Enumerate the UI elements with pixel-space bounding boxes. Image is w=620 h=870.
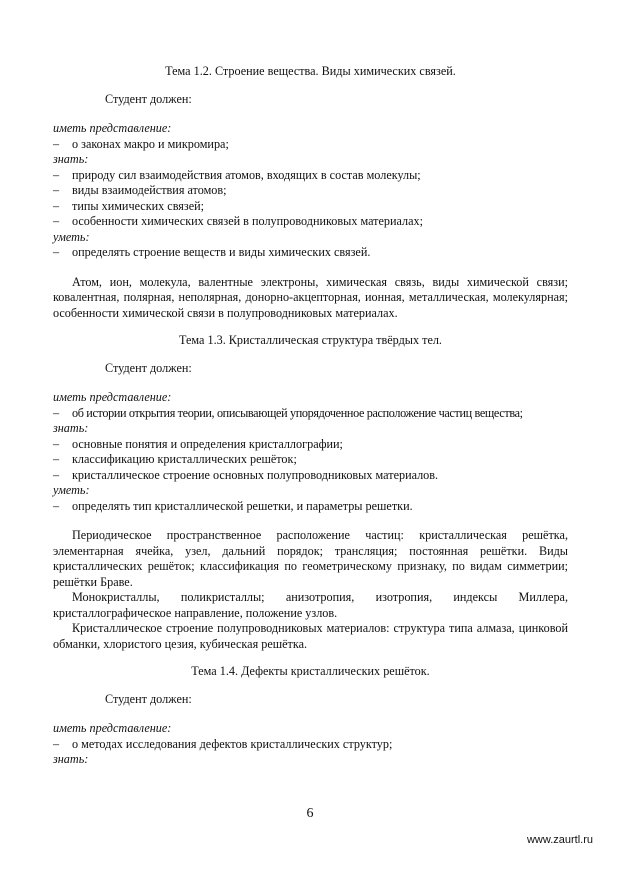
document-page (53, 64, 568, 768)
list-item: – определять тип кристаллической решетки, и параметры решетки. (53, 498, 413, 513)
list-item: – особенности химических связей в полупроводниковых материалах; (53, 214, 424, 228)
know-heading: знать: (53, 152, 89, 166)
student-heading: Студент должен: (105, 91, 192, 106)
list-item: – об истории открытия теории, описывающей упорядоченное расположение частиц вещества; (53, 405, 523, 420)
represent-heading: иметь представление: (53, 390, 172, 404)
know-heading: знать: (53, 752, 89, 766)
body-paragraph: Периодическое пространственное расположение частиц: кристаллическая решётка, элементарная ячейка, узел, дальний порядок; трансляция; постоянная решётки. Виды кристаллических решёток; классификация по геометрическому признаку, по видам симметрии; решётки Браве. (53, 528, 568, 589)
body-paragraph: Атом, ион, молекула, валентные электроны, химическая связь, виды химической связи; ковалентная, полярная, неполярная, донорно-акцепторная, ионная, металлическая, молекулярная; особенности химической связи в полупроводниковых материалах. (53, 274, 568, 320)
list-item: – типы химических связей; (53, 198, 205, 213)
list-item: – природу сил взаимодействия атомов, входящих в состав молекулы; (53, 167, 421, 182)
list-item: – определять строение веществ и виды химических связей. (53, 245, 371, 259)
list-item: – виды взаимодействия атомов; (53, 183, 227, 197)
list-item: – классификацию кристаллических решёток; (53, 452, 297, 466)
student-heading: Студент должен: (105, 691, 192, 706)
body-paragraph: Кристаллическое строение полупроводниковых материалов: структура типа алмаза, цинковой обманки, хлористого цезия, кубическая решётка. (53, 621, 568, 651)
body-paragraph: Монокристаллы, поликристаллы; анизотропия, изотропия, индексы Миллера, кристаллографическое направление, положение узлов. (53, 590, 568, 620)
list-item: – о методах исследования дефектов кристаллических структур; (53, 736, 393, 751)
section-title: Тема 1.3. Кристаллическая структура твёрдых тел. (179, 333, 442, 347)
list-item: – о законах макро и микромира; (53, 136, 229, 151)
represent-heading: иметь представление: (53, 721, 172, 735)
know-heading: знать: (53, 421, 89, 435)
section-title: Тема 1.2. Строение вещества. Виды химических связей. (165, 64, 456, 78)
watermark-link: www.zaurtl.ru (526, 834, 593, 846)
represent-heading: иметь представление: (53, 121, 172, 135)
list-item: – кристаллическое строение основных полупроводниковых материалов. (53, 467, 439, 482)
can-heading: уметь: (53, 229, 90, 244)
student-heading: Студент должен: (105, 360, 192, 375)
page-number: 6 (306, 806, 314, 821)
section-title: Тема 1.4. Дефекты кристаллических решёток. (191, 664, 430, 678)
list-item: – основные понятия и определения кристаллографии; (53, 436, 343, 451)
can-heading: уметь: (53, 483, 90, 497)
